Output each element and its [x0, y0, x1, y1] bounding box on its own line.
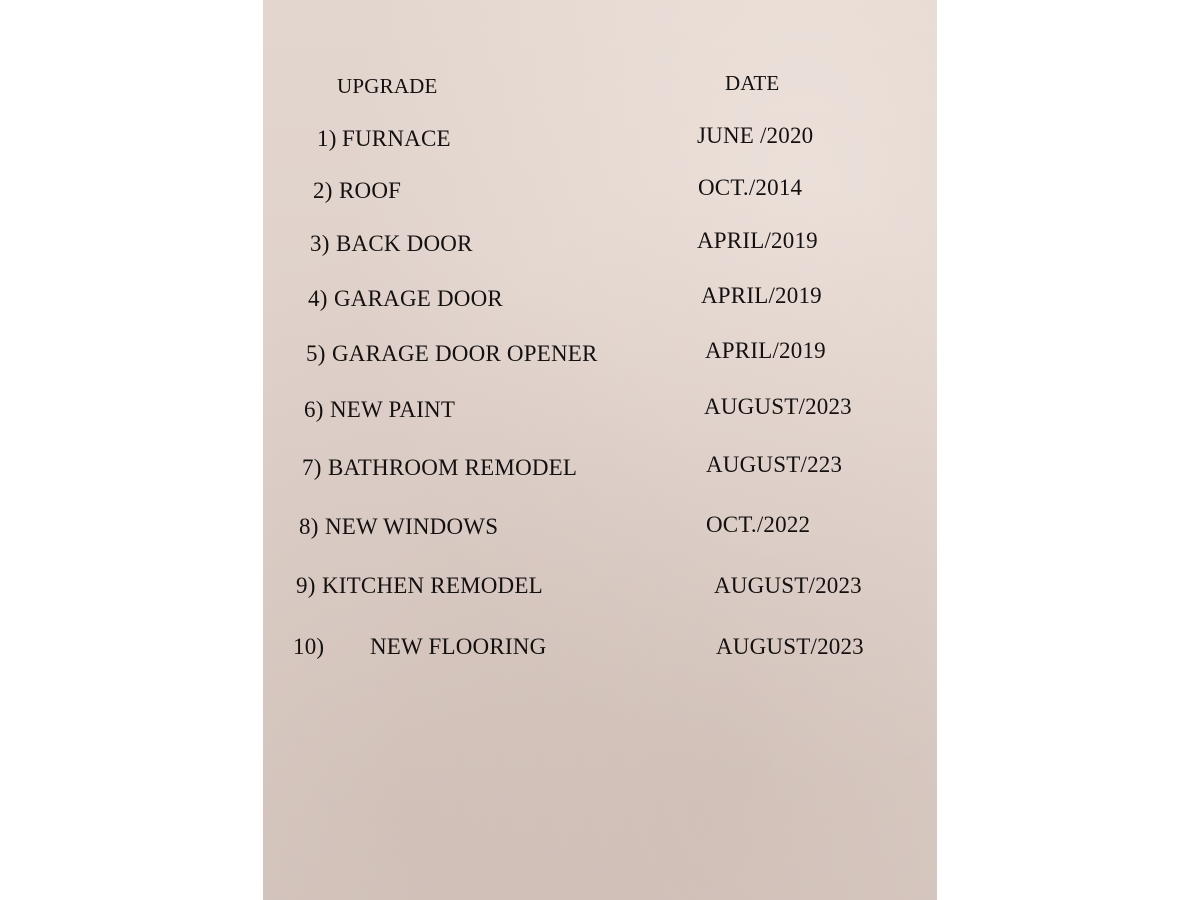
list-item-date: APRIL/2019: [705, 338, 826, 363]
list-item-upgrade: NEW PAINT: [330, 397, 456, 422]
list-item-upgrade: NEW FLOORING: [370, 634, 547, 659]
list-item-upgrade: GARAGE DOOR: [334, 286, 503, 311]
list-item-date: JUNE /2020: [697, 123, 814, 148]
list-item-date: AUGUST/2023: [704, 394, 852, 419]
list-item-date: APRIL/2019: [701, 283, 822, 308]
paper-sheet: [263, 0, 937, 900]
list-item-date: AUGUST/2023: [714, 573, 862, 598]
list-item-upgrade: KITCHEN REMODEL: [322, 573, 543, 598]
list-item-number: 4): [308, 286, 328, 311]
list-item-number: 10): [293, 634, 325, 659]
list-item-upgrade: GARAGE DOOR OPENER: [332, 341, 598, 366]
list-item-date: APRIL/2019: [697, 228, 818, 253]
list-item-number: 6): [304, 397, 324, 422]
list-item-number: 8): [299, 514, 319, 539]
list-item-number: 7): [302, 455, 322, 480]
list-item-date: AUGUST/223: [706, 452, 843, 477]
list-item-upgrade: FURNACE: [342, 126, 451, 151]
list-item-number: 1): [317, 126, 337, 151]
list-item-upgrade: BACK DOOR: [336, 231, 473, 256]
list-item-upgrade: ROOF: [339, 178, 402, 203]
list-item-upgrade: BATHROOM REMODEL: [328, 455, 578, 480]
list-item-number: 3): [310, 231, 330, 256]
list-item-upgrade: NEW WINDOWS: [325, 514, 499, 539]
list-item-date: AUGUST/2023: [716, 634, 864, 659]
date-column-header: DATE: [725, 71, 780, 95]
list-item-number: 5): [306, 341, 326, 366]
list-item-date: OCT./2022: [706, 512, 811, 537]
list-item-number: 9): [296, 573, 316, 598]
list-item-date: OCT./2014: [698, 175, 803, 200]
list-item-number: 2): [313, 178, 333, 203]
upgrade-column-header: UPGRADE: [337, 74, 438, 98]
